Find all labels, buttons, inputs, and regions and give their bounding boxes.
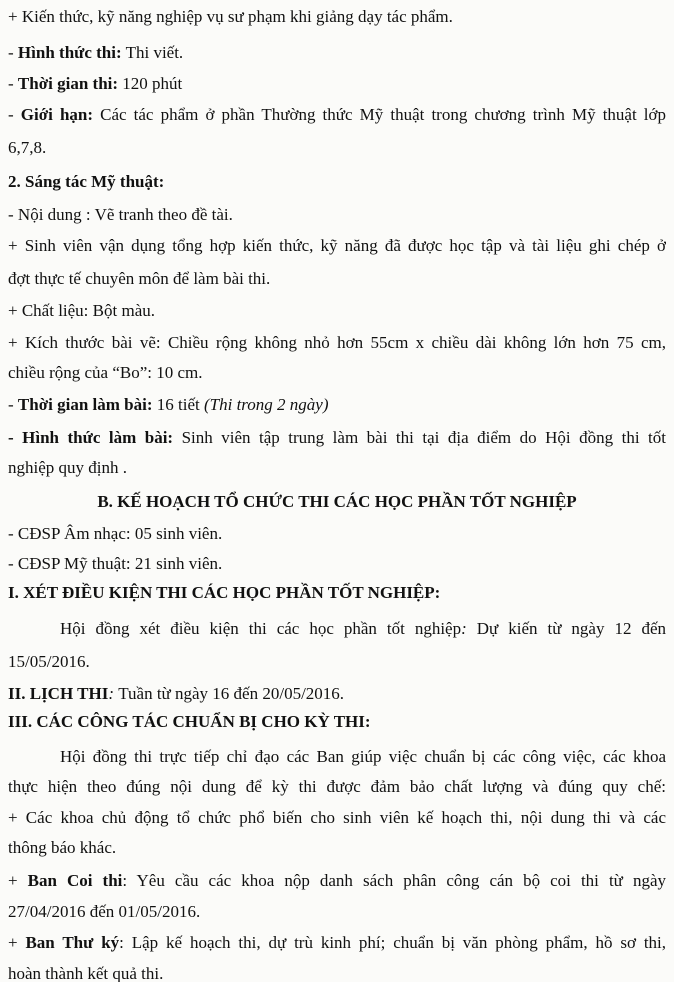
line-working-form-cont	[8, 457, 127, 479]
heading-fine-arts-composition	[8, 171, 164, 193]
text-run: Tuần từ ngày 16 đến 20/05/2016.	[118, 684, 345, 703]
text-run: -	[8, 74, 18, 93]
line-working-time	[8, 394, 329, 416]
text-run: - CĐSP Mỹ thuật: 21 sinh viên.	[8, 554, 223, 573]
line-council-direct	[60, 746, 666, 768]
line-secretary-board-cont	[8, 963, 163, 982]
text-run: thông báo khác.	[8, 838, 117, 857]
text-run: + Chất liệu: Bột màu.	[8, 301, 155, 320]
text-run: Thi viết.	[121, 43, 184, 62]
text-run: Thời gian thi:	[17, 74, 119, 93]
text-run: Giới hạn:	[20, 105, 94, 124]
text-run: - Nội dung : Vẽ tranh theo đề tài.	[8, 205, 233, 224]
text-run: đợt thực tế chuyên môn để làm bài thi.	[8, 269, 271, 288]
text-run: Ban Coi thi	[27, 871, 123, 890]
text-run: : Yêu cầu các khoa nộp danh sách phân công cán bộ coi thi từ ngày	[122, 871, 666, 890]
text-run: I. XÉT ĐIỀU KIỆN THI CÁC HỌC PHẦN TỐT NGHIỆP:	[8, 583, 441, 602]
text-run: Hội đồng thi trực tiếp chỉ đạo các Ban giúp việc chuẩn bị các công việc, các khoa	[60, 747, 666, 766]
text-run: + Kích thước bài vẽ: Chiều rộng không nhỏ hơn 55cm x chiều dài không lớn hơn 75 cm,	[8, 333, 666, 352]
text-run: + Sinh viên vận dụng tổng hợp kiến thức, kỹ năng đã được học tập và tài liệu ghi chép ở	[8, 236, 666, 255]
line-fine-arts-students	[8, 553, 222, 575]
text-run: + Kiến thức, kỹ năng nghiệp vụ sư phạm khi giảng dạy tác phẩm.	[8, 7, 453, 26]
text-run: Hình thức thi:	[17, 43, 122, 62]
line-faculties	[8, 807, 666, 829]
line-scope-grades	[8, 137, 46, 159]
text-run: -	[8, 43, 18, 62]
line-knowledge-skills	[8, 6, 453, 28]
text-run: 120 phút	[118, 74, 183, 93]
text-run: +	[8, 933, 26, 952]
text-run: - Hình thức làm bài:	[8, 428, 174, 447]
text-run: nghiệp quy định .	[8, 458, 127, 477]
text-run: + Các khoa chủ động tổ chức phổ biến cho sinh viên kế hoạch thi, nội dung thi và các	[8, 808, 666, 827]
text-run: hoàn thành kết quả thi.	[8, 964, 164, 982]
text-run: II. LỊCH THI	[8, 684, 109, 703]
line-council-direct-cont	[8, 776, 666, 798]
text-run: 6,7,8.	[8, 138, 47, 157]
text-run: -	[8, 105, 21, 124]
line-dimensions	[8, 332, 666, 354]
line-scope	[8, 104, 666, 126]
line-working-form	[8, 427, 666, 449]
text-run: 27/04/2016 đến 01/05/2016.	[8, 902, 201, 921]
heading-section-i	[8, 582, 440, 604]
line-exam-duration	[8, 73, 182, 95]
text-run: Sinh viên tập trung làm bài thi tại địa điểm do Hội đồng thi tốt	[173, 428, 666, 447]
line-student-apply-cont	[8, 268, 270, 290]
line-invigilation-dates	[8, 901, 200, 923]
text-run: 15/05/2016.	[8, 652, 90, 671]
text-run: Dự kiến từ ngày 12 đến	[476, 619, 666, 638]
line-secretary-board	[8, 932, 666, 954]
heading-section-iii	[8, 711, 371, 733]
text-run: 16 tiết	[152, 395, 204, 414]
text-run: +	[8, 871, 28, 890]
line-music-students	[8, 523, 222, 545]
text-run: 2. Sáng tác Mỹ thuật:	[8, 172, 165, 191]
text-run: chiều rộng của “Bo”: 10 cm.	[8, 363, 203, 382]
text-run: Hội đồng xét điều kiện thi các học phần tốt nghiệp	[60, 619, 462, 638]
text-run: B. KẾ HOẠCH TỔ CHỨC THI CÁC HỌC PHẦN TỐT NGHIỆP	[97, 492, 577, 511]
text-run: :	[108, 684, 119, 703]
text-run: (Thi trong 2 ngày)	[203, 395, 329, 414]
line-council-review-date	[8, 651, 90, 673]
line-border-width	[8, 362, 203, 384]
line-invigilation-board	[8, 870, 666, 892]
line-council-review	[60, 618, 666, 640]
text-run: III. CÁC CÔNG TÁC CHUẨN BỊ CHO KỲ THI:	[8, 712, 371, 731]
line-exam-form	[8, 42, 183, 64]
text-run: Các tác phẩm ở phần Thường thức Mỹ thuật trong chương trình Mỹ thuật lớp	[93, 105, 666, 124]
text-run: Ban Thư ký	[25, 933, 120, 952]
text-run: - CĐSP Âm nhạc: 05 sinh viên.	[8, 524, 223, 543]
text-run: Thời gian làm bài:	[17, 395, 153, 414]
line-content	[8, 204, 233, 226]
text-run: -	[8, 395, 18, 414]
line-material	[8, 300, 155, 322]
text-run: :	[461, 619, 477, 638]
text-run: thực hiện theo đúng nội dung để kỳ thi được đảm bảo chất lượng và đúng quy chế:	[8, 777, 666, 796]
section-heading-b	[0, 491, 674, 513]
heading-section-ii	[8, 683, 344, 705]
line-student-apply	[8, 235, 666, 257]
line-faculties-cont	[8, 837, 116, 859]
text-run: : Lập kế hoạch thi, dự trù kinh phí; chuẩn bị văn phòng phẩm, hồ sơ thi,	[119, 933, 666, 952]
